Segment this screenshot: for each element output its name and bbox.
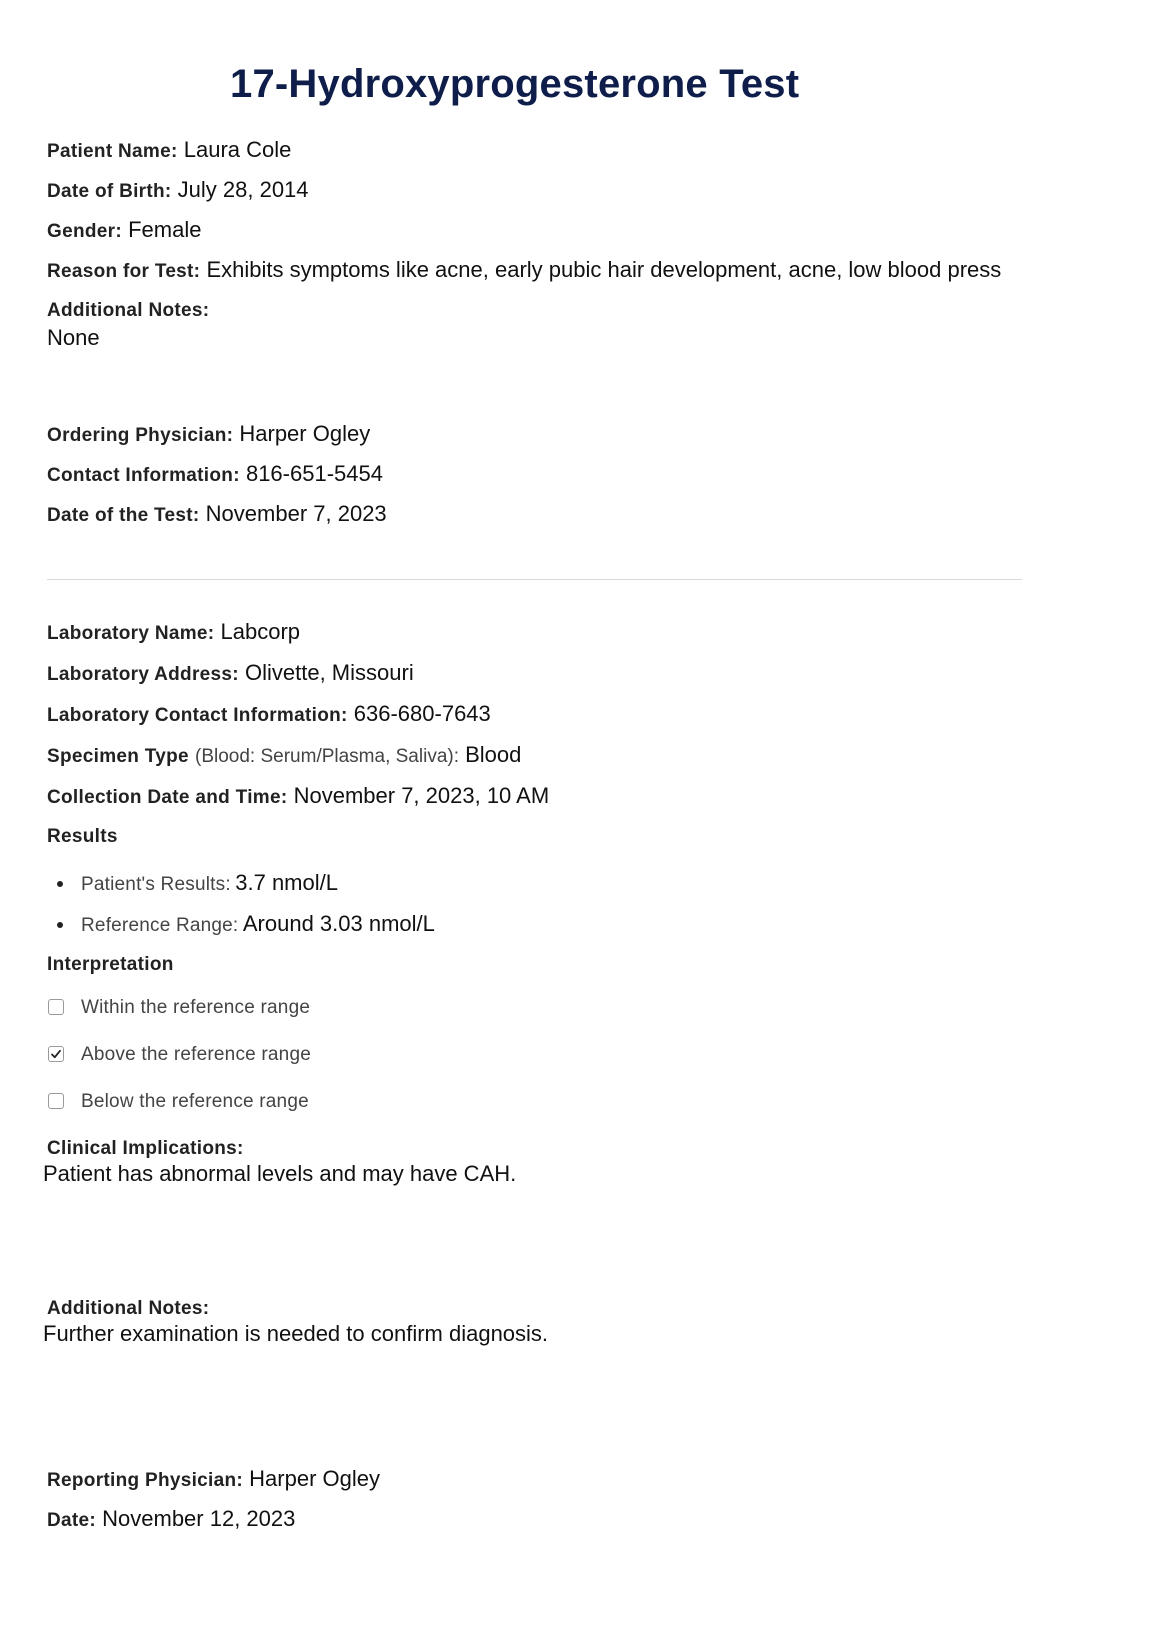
lab-contact-value: 636-680-7643 bbox=[353, 701, 491, 726]
collection-row bbox=[47, 782, 549, 812]
additional-notes-value: None bbox=[47, 325, 100, 350]
specimen-type-value: Blood bbox=[465, 742, 522, 767]
ordering-physician-row bbox=[47, 420, 370, 450]
specimen-type-label: Specimen Type bbox=[47, 746, 189, 767]
gender-label: Gender: bbox=[47, 221, 122, 242]
reference-range-value: Around 3.03 nmol/L bbox=[242, 911, 435, 936]
collection-value: November 7, 2023, 10 AM bbox=[293, 783, 550, 808]
report-date-row bbox=[47, 1505, 295, 1535]
checkmark-icon bbox=[50, 1048, 62, 1060]
report-date-label: Date: bbox=[47, 1510, 97, 1531]
lab-name-label: Laboratory Name: bbox=[47, 623, 215, 644]
clinical-implications-label: Clinical Implications: bbox=[47, 1138, 244, 1159]
additional-notes-label: Additional Notes: bbox=[47, 300, 210, 321]
reporting-physician-row bbox=[47, 1465, 380, 1495]
interpretation-heading: Interpretation bbox=[47, 954, 174, 975]
collection-label: Collection Date and Time: bbox=[47, 787, 288, 808]
lab-name-value: Labcorp bbox=[220, 619, 301, 644]
specimen-type-row bbox=[47, 741, 521, 771]
interpretation-option-label: Below the reference range bbox=[81, 1091, 309, 1112]
clinical-implications-text: Patient has abnormal levels and may have CAH. bbox=[43, 1161, 517, 1186]
reason-value: Exhibits symptoms like acne, early pubic hair development, acne, low blood press bbox=[206, 257, 1002, 282]
test-date-value: November 7, 2023 bbox=[205, 501, 387, 526]
reason-label: Reason for Test: bbox=[47, 261, 201, 282]
interpretation-option-label: Within the reference range bbox=[81, 997, 311, 1018]
section-divider bbox=[47, 579, 1022, 580]
contact-info-value: 816-651-5454 bbox=[245, 461, 383, 486]
reason-row bbox=[47, 256, 1001, 286]
gender-row bbox=[47, 216, 201, 246]
patient-name-value: Laura Cole bbox=[183, 137, 292, 162]
patient-results-item bbox=[81, 869, 338, 900]
document-title: 17-Hydroxyprogesterone Test bbox=[230, 62, 800, 106]
patient-name-label: Patient Name: bbox=[47, 141, 178, 162]
reference-range-label: Reference Range: bbox=[81, 915, 239, 936]
additional-notes-2-label: Additional Notes: bbox=[47, 1298, 210, 1319]
test-date-label: Date of the Test: bbox=[47, 505, 200, 526]
interpretation-option-label: Above the reference range bbox=[81, 1044, 311, 1065]
lab-contact-row bbox=[47, 700, 491, 730]
checkbox[interactable] bbox=[48, 1093, 64, 1109]
ordering-physician-label: Ordering Physician: bbox=[47, 425, 234, 446]
patient-results-label: Patient's Results: bbox=[81, 874, 231, 895]
reference-range-item bbox=[81, 910, 435, 941]
reporting-physician-label: Reporting Physician: bbox=[47, 1470, 244, 1491]
lab-name-row bbox=[47, 618, 300, 648]
bullet-icon bbox=[57, 881, 63, 887]
checkbox[interactable] bbox=[48, 999, 64, 1015]
test-date-row bbox=[47, 500, 387, 530]
lab-contact-label: Laboratory Contact Information: bbox=[47, 705, 348, 726]
ordering-physician-value: Harper Ogley bbox=[239, 421, 371, 446]
lab-address-value: Olivette, Missouri bbox=[245, 660, 414, 685]
checkbox[interactable] bbox=[48, 1046, 64, 1062]
patient-results-value: 3.7 nmol/L bbox=[235, 870, 338, 895]
reporting-physician-value: Harper Ogley bbox=[249, 1466, 380, 1491]
additional-notes-2-text: Further examination is needed to confirm diagnosis. bbox=[43, 1321, 549, 1346]
results-heading: Results bbox=[47, 826, 118, 847]
dob-row bbox=[47, 176, 309, 206]
dob-label: Date of Birth: bbox=[47, 181, 172, 202]
gender-value: Female bbox=[128, 217, 202, 242]
contact-info-label: Contact Information: bbox=[47, 465, 240, 486]
bullet-icon bbox=[57, 922, 63, 928]
contact-info-row bbox=[47, 460, 383, 490]
dob-value: July 28, 2014 bbox=[177, 177, 309, 202]
lab-address-row bbox=[47, 659, 414, 689]
specimen-type-hint: (Blood: Serum/Plasma, Saliva): bbox=[195, 746, 459, 767]
patient-name-row bbox=[47, 136, 291, 166]
lab-address-label: Laboratory Address: bbox=[47, 664, 239, 685]
report-date-value: November 12, 2023 bbox=[102, 1506, 296, 1531]
